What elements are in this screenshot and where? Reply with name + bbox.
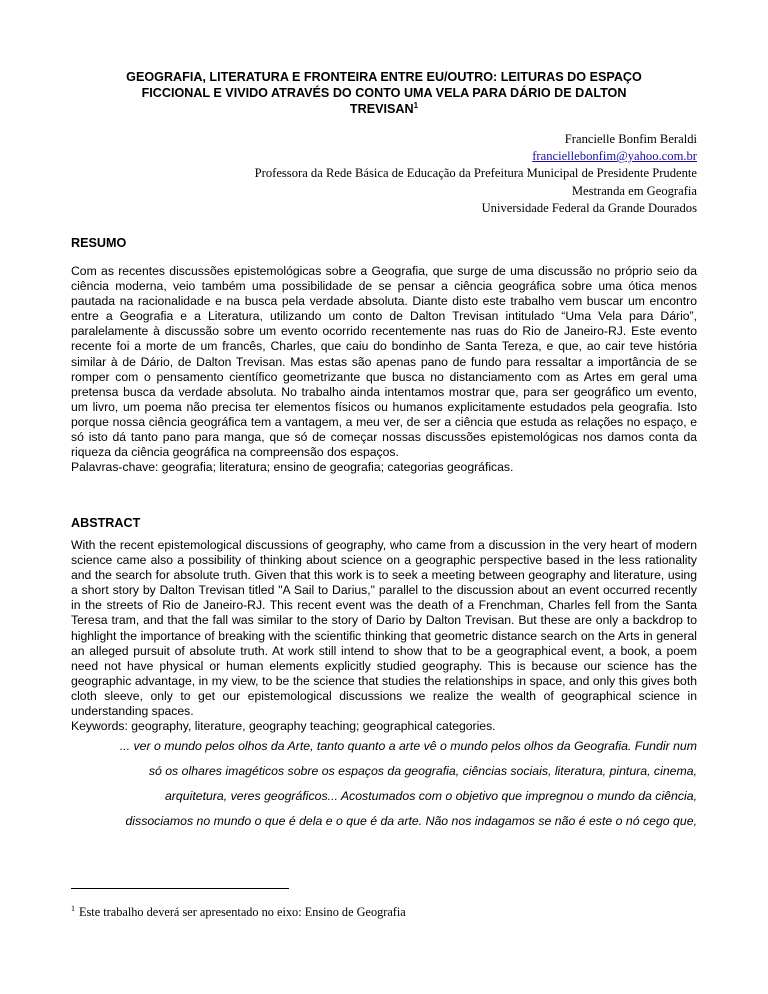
- resumo-section: [71, 264, 697, 475]
- quote-line-1: ... ver o mundo pelos olhos da Arte, tanto quanto a arte vê o mundo pelos olhos da Geografia. Fundir num: [119, 739, 697, 753]
- paper-title-text: GEOGRAFIA, LITERATURA E FRONTEIRA ENTRE EU/OUTRO: LEITURAS DO ESPAÇO FICCIONAL E VIVIDO ATRAVÉS DO CONTO UMA VELA PARA DÁRIO DE DALTON TREVISAN: [126, 70, 642, 116]
- paper-title: [110, 69, 658, 117]
- resumo-keywords: Palavras-chave: geografia; literatura; ensino de geografia; categorias geográficas.: [71, 460, 514, 475]
- footnote-text: Este trabalho deverá ser apresentado no eixo: Ensino de Geografia: [79, 905, 406, 920]
- author-affiliation-3: Universidade Federal da Grande Dourados: [481, 200, 697, 215]
- quote-line-4: dissociamos no mundo o que é dela e o que é da arte. Não nos indagamos se não é este o nó cego que,: [125, 814, 697, 828]
- abstract-section: [71, 538, 697, 734]
- quote-line-3: arquitetura, veres geográficos... Acostumados com o objetivo que impregnou o mundo da ciência,: [164, 789, 697, 803]
- author-email-link[interactable]: franciellebonfim@yahoo.com.br: [532, 149, 697, 164]
- author-affiliation-1: Professora da Rede Básica de Educação da Prefeitura Municipal de Presidente Prudente: [254, 166, 697, 181]
- abstract-body: With the recent epistemological discussions of geography, who came from a discussion in the very heart of modern science came also a possibility of thinking about science on a geographic perspective based in the less rationality and the search for absolute truth. Given that this work is to seek a meeting between geography and literature, using a short story by Dalton Trevisan titled "A Sail to Darius," parallel to the discussion about an event occurred recently in the streets of Rio de Janeiro-RJ. This recent event was the death of a Frenchman, Charles fell from the Santa Teresa tram, and that the fall was similar to the story of Dario by Dalton Trevisan. But these are only a backdrop to highlight the importance of breaking with the scientific thinking that geometric distance search on the Arts in general an alleged pursuit of absolute truth. At work still intend to show that to be a geographical event, a book, a poem need not have physical or human elements explicitly studied geography. This is because our science has the geographic advantage, in my view, to be the science that studies the relationships in space, and only this gives both cloth sleeve, only to get our epistemological discussions we realize the wealth of geographical science in understanding spaces.: [71, 538, 697, 719]
- footnote-marker: 1: [71, 904, 75, 913]
- footnote: [71, 901, 697, 920]
- author-affiliation-2: Mestranda em Geografia: [571, 183, 697, 198]
- abstract-keywords: Keywords: geography, literature, geography teaching; geographical categories.: [71, 719, 496, 734]
- abstract-heading: ABSTRACT: [71, 516, 141, 530]
- epigraph-quote: [71, 734, 697, 834]
- footnote-divider: [71, 888, 289, 889]
- resumo-heading: RESUMO: [71, 236, 127, 250]
- quote-line-2: só os olhares imagéticos sobre os espaços da geografia, ciências sociais, literatura, pintura, cinema,: [148, 764, 697, 778]
- resumo-body: Com as recentes discussões epistemológicas sobre a Geografia, que surge de uma discussão no próprio seio da ciência moderna, veio também uma possibilidade de se pensar a ciência geográfica sobre uma ótica menos pautada na racionalidade e na busca pela verdade absoluta. Diante disto este trabalho vem buscar um encontro entre a Geografia e a Literatura, utilizando um conto de Dalton Trevisan intitulado “Uma Vela para Dário”, paralelamente à discussão sobre um evento ocorrido recentemente nas ruas do Rio de Janeiro-RJ. Este evento recente foi a morte de um francês, Charles, que caiu do bondinho de Santa Tereza, e que, ao cair teve história similar à de Dário, de Dalton Trevisan. Mas estas são apenas pano de fundo para ressaltar a importância de se romper com o pensamento científico geometrizante que busca no distanciamento com as Artes em geral uma pretensa busca da verdade absoluta. No trabalho ainda intentamos mostrar que, para ser geográfico um evento, um livro, um poema não precisa ter elementos físicos ou humanos explicitamente estudados pela geografia. Isto porque nossa ciência geográfica tem a vantagem, a meu ver, de ser a ciência que estuda as relações no espaço, e só isto dá tanto pano para manga, que só de começar nossas discussões epistemológicas nos damos conta da riqueza da ciência geográfica na compreensão dos espaços.: [71, 264, 697, 460]
- title-footnote-marker[interactable]: 1: [413, 100, 419, 110]
- author-block: [177, 131, 697, 217]
- author-name: Francielle Bonfim Beraldi: [564, 132, 697, 146]
